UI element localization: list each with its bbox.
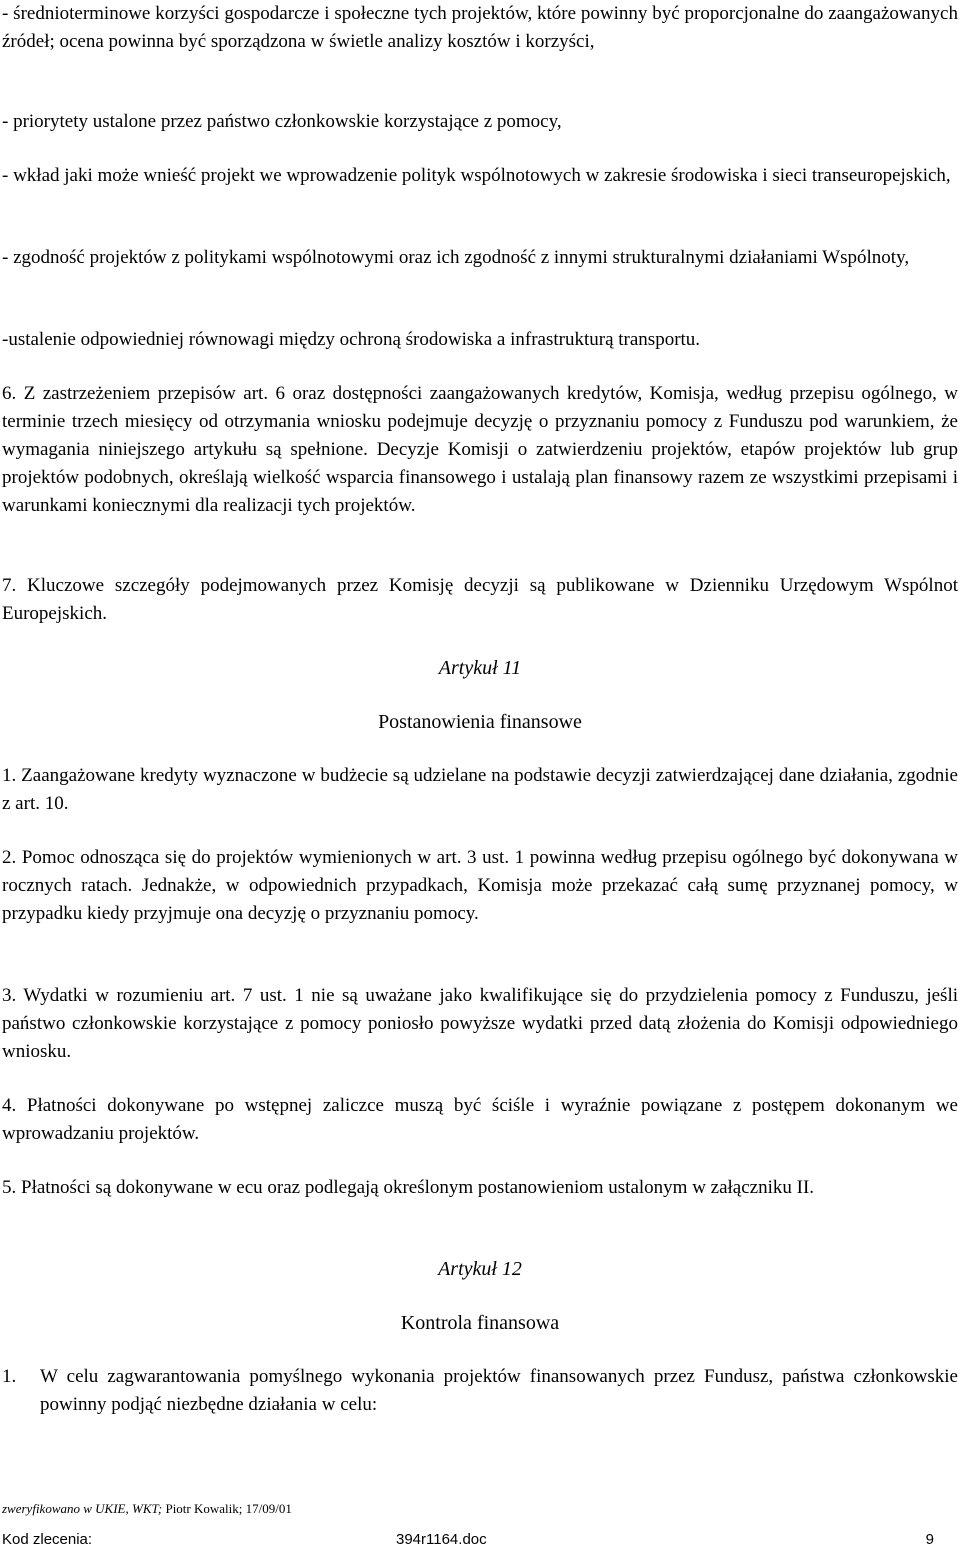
article-11-subtitle: Postanowienia finansowe [378,711,582,733]
article-11-paragraph-4: 4. Płatności dokonywane po wstępnej zaliczce muszą być ściśle i wyraźnie powiązane z postępem dokonanym we wprowadzaniu projektów. [2,1095,958,1144]
paragraph-balance: -ustalenie odpowiedniej równowagi między ochroną środowiska a infrastrukturą transportu. [2,329,701,350]
article-11-paragraph-1: 1. Zaangażowane kredyty wyznaczone w budżecie są udzielane na podstawie decyzji zatwierdzającej dane działania, zgodnie z art. 10. [2,765,958,814]
verification-note-author: Piotr Kowalik; 17/09/01 [162,1501,292,1516]
paragraph-point-6: 6. Z zastrzeżeniem przepisów art. 6 oraz dostępności zaangażowanych kredytów, Komisja, według przepisu ogólnego, w terminie trzech miesięcy od otrzymania wniosku podejmuje decyzję o przyznaniu pomocy z Funduszu pod warunkiem, że wymagania niniejszego artykułu są spełnione. Decyzje Komisji o zatwierdzeniu projektów, etapów projektów lub grup projektów podobnych, określają wielkość wsparcia finansowego i ustalają plan finansowy razem ze wszystkimi przepisami i warunkami koniecznymi dla realizacji tych projektów. [2,383,958,516]
article-11-paragraph-2: 2. Pomoc odnosząca się do projektów wymienionych w art. 3 ust. 1 powinna według przepisu ogólnego być dokonywana w rocznych ratach. Jednakże, w odpowiednich przypadkach, Komisja może przekazać całą sumę przyznanej pomocy, w przypadku kiedy przyjmuje ona decyzję o przyznaniu pomocy. [2,847,958,924]
article-12-subtitle: Kontrola finansowa [400,1312,560,1334]
item-number: 1. [2,1366,17,1387]
page-number: 9 [925,1531,934,1548]
article-11-paragraph-5: 5. Płatności są dokonywane w ecu oraz podlegają określonym postanowieniom ustalonym w załączniku II. [2,1177,815,1198]
article-12-item-1 [2,1363,958,1419]
paragraph-compatibility: - zgodność projektów z politykami wspólnotowymi oraz ich zgodność z innymi strukturalnymi działaniami Wspólnoty, [2,247,910,268]
document-filename: 394r1164.doc [396,1531,487,1548]
item-text: W celu zagwarantowania pomyślnego wykonania projektów finansowanych przez Fundusz, państwa członkowskie powinny podjąć niezbędne działania w celu: [40,1366,958,1415]
article-11-paragraph-3: 3. Wydatki w rozumieniu art. 7 ust. 1 nie są uważane jako kwalifikujące się do przydzielenia pomocy z Funduszu, jeśli państwo członkowskie korzystające z pomocy poniosło powyższe wydatki przed datą złożenia do Komisji odpowiedniego wniosku. [2,985,958,1062]
page-footer [2,1530,958,1550]
article-11-title: Artykuł 11 [438,657,522,679]
verification-note-italic: zweryfikowano w UKIE, WKT; [2,1501,163,1516]
paragraph-priorities: - priorytety ustalone przez państwo członkowskie korzystające z pomocy, [2,111,562,132]
paragraph-benefits: - średnioterminowe korzyści gospodarcze i społeczne tych projektów, które powinny być proporcjonalne do zaangażowanych źródeł; ocena powinna być sporządzona w świetle analizy kosztów i korzyści, [2,3,958,52]
verification-note [2,1501,292,1517]
paragraph-contribution: - wkład jaki może wnieść projekt we wprowadzenie polityk wspólnotowych w zakresie środowiska i sieci transeuropejskich, [2,165,951,186]
article-12-title: Artykuł 12 [438,1258,522,1280]
order-code-label: Kod zlecenia: [2,1531,93,1548]
paragraph-point-7: 7. Kluczowe szczegóły podejmowanych przez Komisję decyzji są publikowane w Dzienniku Urzędowym Wspólnot Europejskich. [2,575,958,624]
